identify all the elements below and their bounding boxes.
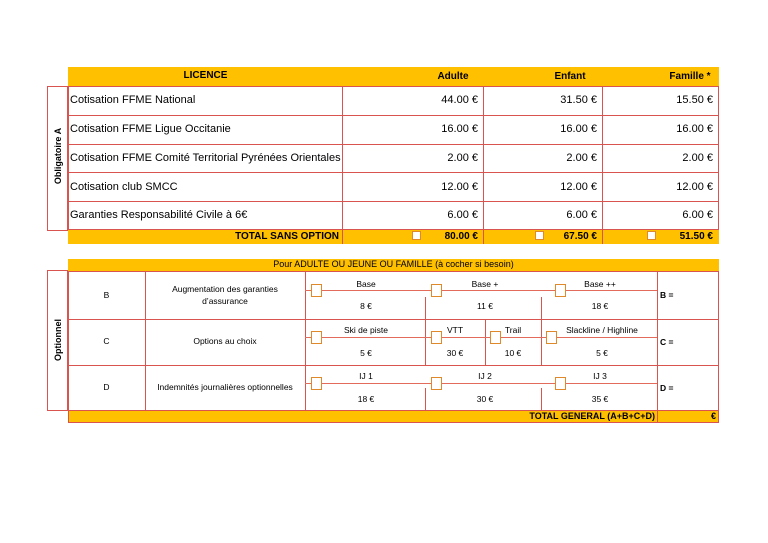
- result-d: D =: [660, 383, 674, 393]
- total-famille: 51.50 €: [679, 231, 713, 242]
- base-plus-checkbox[interactable]: [431, 284, 442, 297]
- header-licence: LICENCE: [183, 70, 228, 81]
- opt-base-name: Base: [356, 279, 376, 289]
- result-c: C =: [660, 337, 674, 347]
- row-label: Cotisation FFME Comité Territorial Pyrénées Orientales: [70, 152, 341, 164]
- row-c-desc: Options au choix: [193, 336, 257, 346]
- opt-base-plus-name: Base +: [471, 279, 499, 289]
- side-label-optionnel: Optionnel: [53, 319, 63, 361]
- total-sans-option-label: TOTAL SANS OPTION: [235, 231, 339, 242]
- row-d-letter: D: [103, 382, 110, 392]
- row-c-letter: C: [103, 336, 110, 346]
- total-enfant: 67.50 €: [563, 231, 597, 242]
- row-label: Cotisation FFME Ligue Occitanie: [70, 123, 231, 135]
- opt-ij3-price: 35 €: [591, 394, 609, 404]
- opt-vtt-price: 30 €: [446, 348, 464, 358]
- base-checkbox[interactable]: [311, 284, 322, 297]
- result-b: B =: [660, 290, 674, 300]
- opt-ski-price: 5 €: [360, 348, 372, 358]
- opt-vtt-name: VTT: [446, 325, 464, 335]
- row-b-desc-line1: Augmentation des garanties: [172, 284, 278, 294]
- total-sans-option-bar: [68, 230, 719, 244]
- row-b-letter: B: [103, 290, 110, 300]
- ij2-checkbox[interactable]: [431, 377, 442, 390]
- row-famille: 2.00 €: [682, 152, 713, 164]
- opt-ij2-name: IJ 2: [478, 371, 492, 381]
- opt-ij3-name: IJ 3: [593, 371, 607, 381]
- row-enfant: 12.00 €: [560, 181, 597, 193]
- row-famille: 16.00 €: [676, 123, 713, 135]
- row-adulte: 2.00 €: [447, 152, 478, 164]
- opt-base-price: 8 €: [360, 301, 372, 311]
- row-adulte: 6.00 €: [447, 209, 478, 221]
- row-enfant: 16.00 €: [560, 123, 597, 135]
- opt-base-plus-price: 11 €: [477, 301, 493, 311]
- header-enfant: Enfant: [554, 71, 586, 82]
- row-famille: 6.00 €: [682, 209, 713, 221]
- row-label: Cotisation club SMCC: [70, 181, 178, 193]
- opt-base-plus-plus-price: 18 €: [591, 301, 609, 311]
- row-b-desc-line2: d’assurance: [202, 296, 248, 306]
- header-adulte: Adulte: [437, 71, 469, 82]
- row-enfant: 31.50 €: [560, 94, 597, 106]
- row-adulte: 16.00 €: [441, 123, 478, 135]
- row-adulte: 44.00 €: [441, 94, 478, 106]
- opt-ski-name: Ski de piste: [344, 325, 388, 335]
- row-label: Cotisation FFME National: [70, 94, 196, 106]
- slackline-checkbox[interactable]: [546, 331, 557, 344]
- options-header-text: Pour ADULTE OU JEUNE OU FAMILLE (à cocher si besoin): [273, 259, 514, 269]
- opt-base-plus-plus-name: Base ++: [584, 279, 616, 289]
- row-famille: 15.50 €: [676, 94, 713, 106]
- header-famille: Famille *: [669, 71, 711, 82]
- opt-ij1-price: 18 €: [357, 394, 375, 404]
- opt-trail-price: 10 €: [504, 348, 522, 358]
- row-enfant: 6.00 €: [566, 209, 597, 221]
- row-famille: 12.00 €: [676, 181, 713, 193]
- total-adulte: 80.00 €: [444, 231, 478, 242]
- ski-checkbox[interactable]: [311, 331, 322, 344]
- side-label-obligatoire: Obligatoire A: [53, 127, 63, 185]
- opt-slackline-price: 5 €: [596, 348, 608, 358]
- opt-ij2-price: 30 €: [476, 394, 494, 404]
- ij1-checkbox[interactable]: [311, 377, 322, 390]
- opt-slackline-name: Slackline / Highline: [566, 325, 638, 335]
- row-d-desc: Indemnités journalières optionnelles: [157, 382, 293, 392]
- opt-ij1-name: IJ 1: [359, 371, 373, 381]
- row-adulte: 12.00 €: [441, 181, 478, 193]
- total-general-value: €: [710, 411, 716, 421]
- row-label: Garanties Responsabilité Civile à 6€: [70, 209, 248, 221]
- row-enfant: 2.00 €: [566, 152, 597, 164]
- total-general-label: TOTAL GENERAL (A+B+C+D): [529, 411, 655, 421]
- opt-trail-name: Trail: [504, 325, 522, 335]
